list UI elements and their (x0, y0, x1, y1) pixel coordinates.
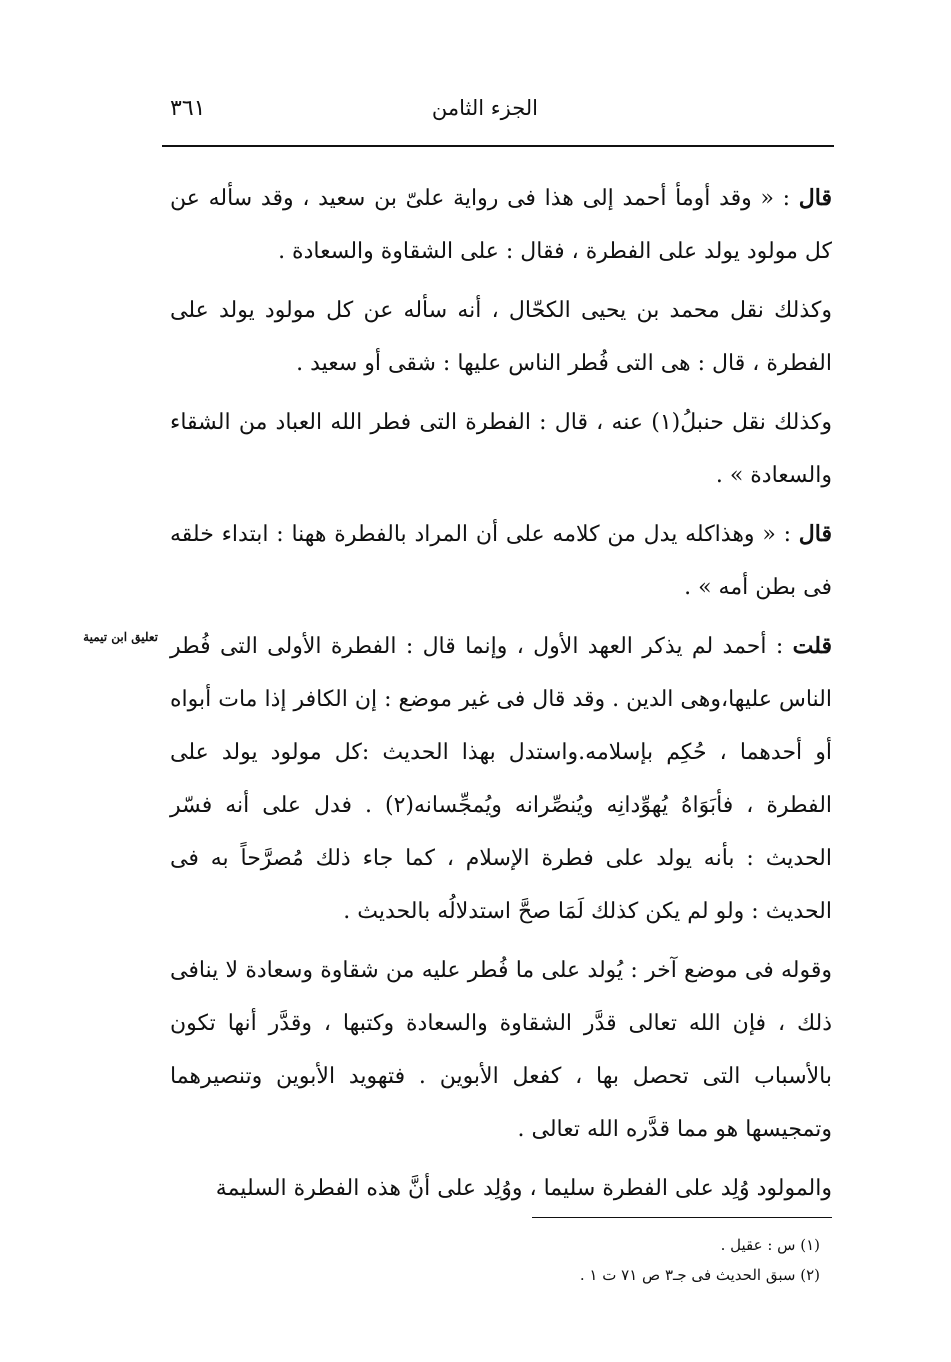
paragraph-text: : « وقد أومأ أحمد إلى هذا فى رواية علىّ بن سعيد ، وقد سأله عن كل مولود يولد على الفطرة ، فقال : على الشقاوة والسعادة . (170, 186, 832, 264)
paragraph-1 (170, 172, 832, 278)
paragraph-3 (170, 396, 832, 502)
paragraph-lead: قلت (792, 633, 832, 659)
footnotes (420, 1230, 820, 1290)
page-number: ٣٦١ (170, 96, 206, 121)
paragraph-4 (170, 508, 832, 614)
paragraph-7 (170, 1162, 832, 1215)
paragraph-text: والمولود وُلِد على الفطرة سليما ، ووُلِد على أنَّ هذه الفطرة السليمة (215, 1176, 832, 1201)
running-head: الجزء الثامن (431, 96, 538, 120)
footnote-2: (٢) سبق الحديث فى جـ٣ ص ٧١ ت ١ . (579, 1266, 820, 1284)
margin-note: تعليق ابن تيمية (83, 630, 158, 644)
footnote-1: (١) س : عقيل . (720, 1236, 820, 1254)
header-rule (162, 145, 834, 147)
paragraph-text: وكذلك نقل محمد بن يحيى الكحّال ، أنه سأله عن كل مولود يولد على الفطرة ، قال : هى التى فُطر الناس عليها : شقى أو سعيد . (170, 298, 832, 376)
body-text (170, 172, 832, 1221)
paragraph-text: وقوله فى موضع آخر : يُولد على ما فُطر عليه من شقاوة وسعادة لا ينافى ذلك ، فإن الله تعالى قدَّر الشقاوة والسعادة وكتبها ، وقدَّر أنها تكون بالأسباب التى تحصل بها ، كفعل الأبوين . فتهويد الأبوين وتنصيرهما وتمجيسها هو مما قدَّره الله تعالى . (170, 958, 832, 1142)
paragraph-text: : « وهذاكله يدل من كلامه على أن المراد بالفطرة ههنا : ابتداء خلقه فى بطن أمه » . (170, 522, 832, 600)
paragraph-5 (170, 620, 832, 938)
paragraph-6 (170, 944, 832, 1156)
paragraph-text: : أحمد لم يذكر العهد الأول ، وإنما قال : الفطرة الأولى التى فُطر الناس عليها،وهى الدين . وقد قال فى غير موضع : إن الكافر إذا مات أبواه أو أحدهما ، حُكِم بإسلامه.واستدل بهذا الحديث :كل مولود يولد على الفطرة ، فأبَوَاهُ يُهوِّدانِه ويُنصِّرانه ويُمجِّسانه(٢) . فدل على أنه فسّر الحديث : بأنه يولد على فطرة الإسلام ، كما جاء ذلك مُصرَّحاً به فى الحديث : ولو لم يكن كذلك لَمَا صحَّ استدلالُه بالحديث . (170, 634, 833, 924)
page-header (162, 92, 834, 132)
paragraph-lead: قال (798, 521, 832, 547)
paragraph-lead: قال (798, 185, 832, 211)
paragraph-text: وكذلك نقل حنبلُ(١) عنه ، قال : الفطرة التى فطر الله العباد من الشقاء والسعادة » . (170, 410, 832, 488)
paragraph-2 (170, 284, 832, 390)
footnote-rule (532, 1217, 832, 1218)
